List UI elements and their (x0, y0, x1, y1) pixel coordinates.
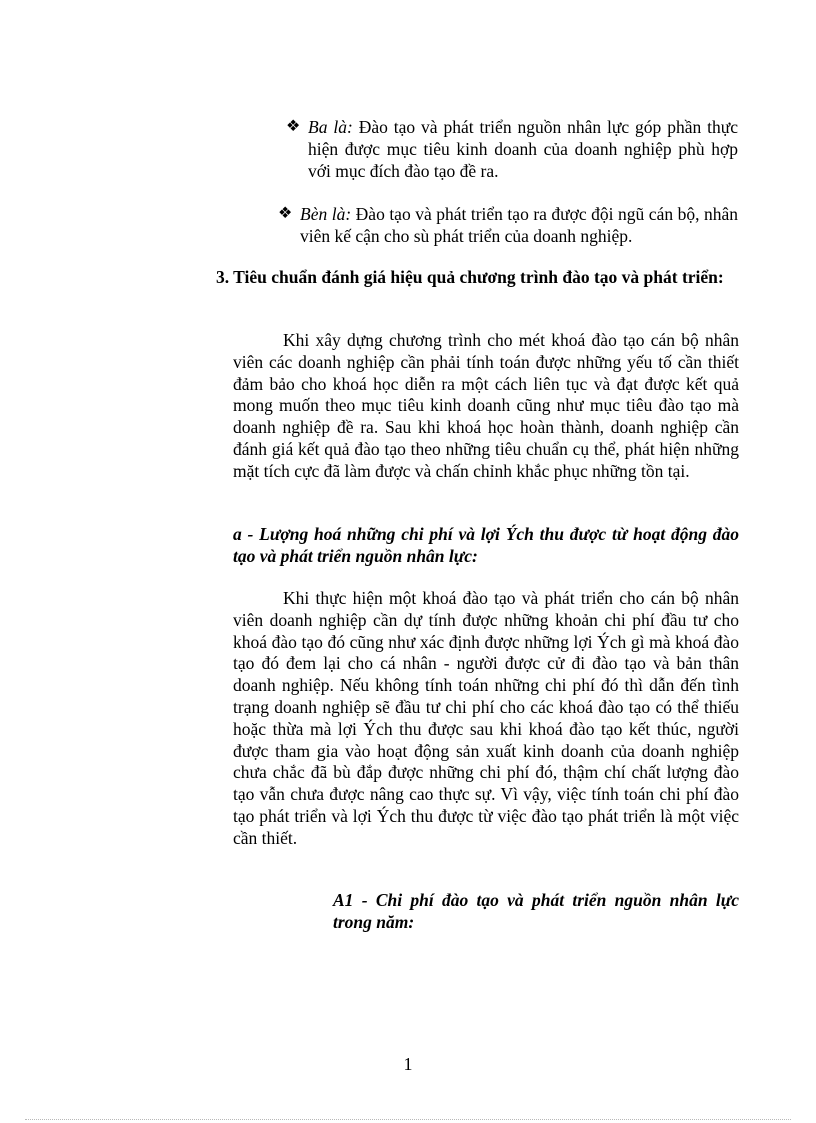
diamond-bullet-icon: ❖ (286, 118, 301, 135)
bullet-text: Đào tạo và phát triển tạo ra được đội ngũ cán bộ, nhân viên kế cận cho sù phát triển của doanh nghiệp. (300, 204, 738, 246)
bullet-lead: Ba là: (308, 117, 353, 137)
paragraph-costs-benefits: Khi thực hiện một khoá đào tạo và phát triển cho cán bộ nhân viên doanh nghiệp cần dự tính được những khoản chi phí đầu tư cho khoá đào tạo đó cũng như xác định được những lợi Ých gì mà khoá đào tạo đó đem lại cho cá nhân - người được cử đi đào tạo và bản thân doanh nghiệp. Nếu không tính toán những chi phí đó thì dẫn đến tình trạng doanh nghiệp sẽ đầu tư chi phí cho các khoá đào tạo có thể thiếu hoặc thừa mà lợi Ých thu được sau khi khoá đào tạo kết thúc, người được tham gia vào hoạt động sản xuất kinh doanh của doanh nghiệp chưa chắc đã bù đắp được những chi phí đó, thậm chí chất lượng đào tạo vẫn chưa được nâng cao thực sự. Vì vậy, việc tính toán chi phí đào tạo phát triển và lợi Ých thu được từ việc đào tạo phát triển là một việc cần thiết. (233, 588, 739, 848)
page-bottom-divider (25, 1119, 791, 1120)
diamond-bullet-icon: ❖ (278, 205, 293, 222)
section-3-heading: 3. Tiêu chuẩn đánh giá hiệu quả chương trình đào tạo và phát triển: (216, 267, 724, 287)
bullet-item-bon-la (278, 203, 738, 247)
subheading-a1: A1 - Chi phí đào tạo và phát triển nguồn nhân lực trong năm: (333, 890, 739, 932)
subheading-a: a - Lượng hoá những chi phí và lợi Ých thu được từ hoạt động đào tạo và phát triển nguồn nhân lực: (233, 524, 739, 566)
bullet-lead: Bèn là: (300, 204, 352, 224)
paragraph-evaluation: Khi xây dựng chương trình cho mét khoá đào tạo cán bộ nhân viên các doanh nghiệp cần phải tính toán được những yếu tố cần thiết đảm bảo cho khoá học diễn ra một cách liên tục và đạt được kết quả mong muốn theo mục tiêu kinh doanh cũng như mục tiêu đào tạo mà doanh nghiệp đề ra. Sau khi khoá học hoàn thành, doanh nghiệp cần đánh giá kết quả đào tạo theo những tiêu chuẩn cụ thể, phát hiện những mặt tích cực đã làm được và chấn chỉnh khắc phục những tồn tại. (233, 330, 739, 481)
page-number: 1 (403, 1054, 413, 1074)
bullet-text: Đào tạo và phát triển nguồn nhân lực góp phần thực hiện được mục tiêu kinh doanh của doanh nghiệp phù hợp với mục đích đào tạo đề ra. (308, 117, 739, 181)
bullet-item-ba-la (286, 116, 739, 182)
